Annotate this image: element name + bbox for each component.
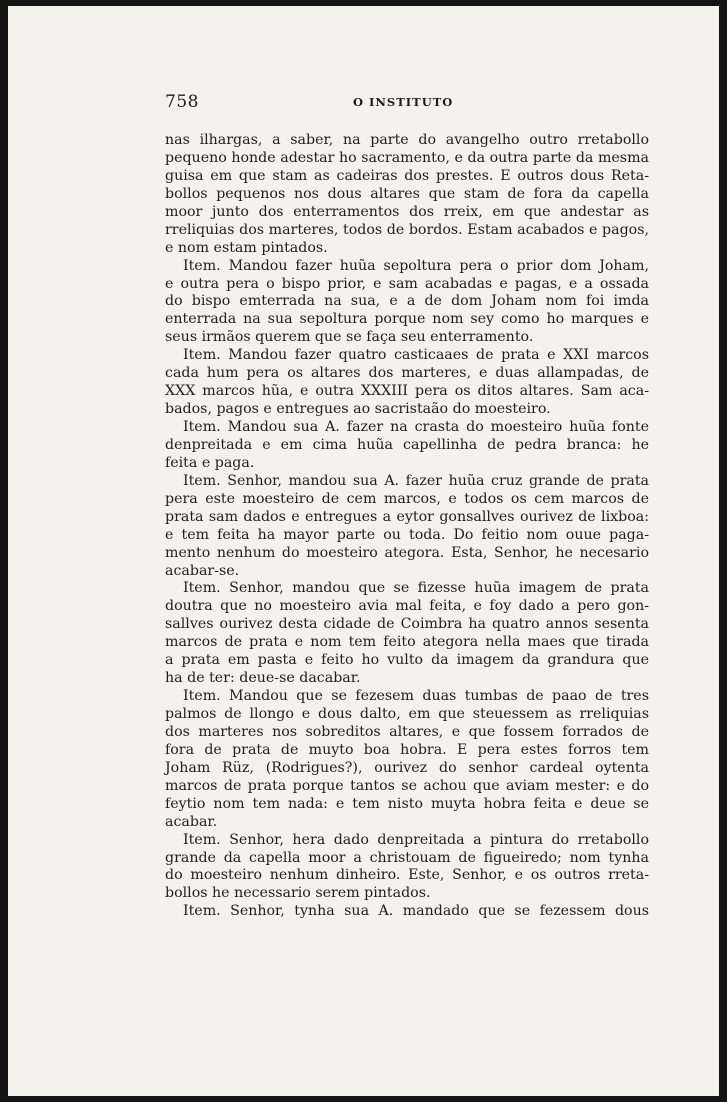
text-line: seus irmãos querem que se faça seu enterramento. bbox=[165, 329, 534, 346]
text-line: marcos de prata porque tantos se achou que aviam mester: e do bbox=[165, 777, 649, 794]
text-line: Item. Mandou que se fezesem duas tumbas de paao de tres bbox=[183, 688, 649, 705]
text-line: Item. Senhor, mandou sua A. fazer huũa cruz grande de prata bbox=[183, 472, 649, 489]
text-line: nas ilhargas, a saber, na parte do avangelho outro rretabollo bbox=[165, 132, 649, 148]
paragraph bbox=[165, 832, 649, 904]
text-line: prata sam dados e entregues a eytor gonsallves ourivez de lixboa: bbox=[165, 508, 649, 525]
running-title: O INSTITUTO bbox=[353, 95, 454, 109]
text-line: acabar. bbox=[165, 813, 218, 830]
text-line: XXX marcos hũa, e outra XXXIII pera os ditos altares. Sam aca- bbox=[165, 383, 649, 400]
text-line: bollos pequenos nos dous altares que stam de fora da capella bbox=[165, 185, 649, 202]
text-line: feita e paga. bbox=[165, 454, 255, 471]
paragraph bbox=[165, 688, 649, 832]
paragraph bbox=[165, 258, 649, 348]
text-line: Joham Rüz, (Rodrigues?), ourivez do senhor cardeal oytenta bbox=[165, 759, 649, 776]
book-page bbox=[8, 6, 719, 1096]
text-line: e outra pera o bispo prior, e sam acabadas e pagas, e a ossada bbox=[165, 275, 649, 292]
paragraph bbox=[165, 473, 649, 581]
text-line: denpreitada e em cima huũa capellinha de pedra branca: he bbox=[165, 436, 649, 453]
text-line: Item. Mandou fazer quatro casticaaes de prata e XXI marcos bbox=[183, 347, 649, 364]
text-line: do bispo emterrada na sua, e a de dom Joham nom foi imda bbox=[165, 293, 649, 310]
text-line: sallves ourivez desta cidade de Coimbra ha quatro annos sesenta bbox=[165, 616, 649, 633]
paragraph bbox=[165, 580, 649, 688]
text-line: e tem feita ha mayor parte ou toda. Do feitio nom ouue paga- bbox=[165, 526, 649, 543]
text-line: fora de prata de muyto boa hobra. E pera estes forros tem bbox=[165, 741, 649, 758]
text-line: Item. Mandou fazer huũa sepoltura pera o prior dom Joham, bbox=[183, 257, 649, 274]
text-line: Item. Senhor, mandou que se fizesse huũa imagem de prata bbox=[183, 580, 649, 597]
paragraph bbox=[165, 347, 649, 419]
text-line: grande da capella moor a christouam de figueiredo; nom tynha bbox=[165, 849, 649, 866]
text-line: doutra que no moesteiro avia mal feita, e foy dado a pero gon- bbox=[165, 598, 649, 615]
text-line: bollos he necessario serem pintados. bbox=[165, 885, 431, 902]
text-line: pera este moesteiro de cem marcos, e todos os cem marcos de bbox=[165, 490, 649, 507]
paragraph bbox=[165, 419, 649, 473]
text-line: enterrada na sua sepoltura porque nom sey como ho marques e bbox=[165, 311, 649, 328]
text-line: bados, pagos e entregues ao sacristaão do moesteiro. bbox=[165, 401, 551, 418]
text-line: do moesteiro nenhum dinheiro. Este, Senhor, e os outros rreta- bbox=[165, 867, 649, 884]
text-line: e nom estam pintados. bbox=[165, 239, 328, 256]
paragraph bbox=[165, 903, 649, 921]
text-line: a prata em pasta e feito ho vulto da imagem da grandura que bbox=[165, 652, 649, 669]
text-line: palmos de llongo e dous dalto, em que steuessem as rreliquias bbox=[165, 706, 649, 722]
text-line: marcos de prata e nom tem feito ategora nella maes que tirada bbox=[165, 634, 649, 651]
text-line: feytio nom tem nada: e tem nisto muyta hobra feita e deue se bbox=[165, 795, 649, 812]
text-line: Item. Senhor, tynha sua A. mandado que se fezessem dous bbox=[183, 903, 649, 920]
text-line: guisa em que stam as cadeiras dos prestes. E outros dous Reta- bbox=[165, 167, 649, 184]
text-line: Item. Senhor, hera dado denpreitada a pintura do rretabollo bbox=[183, 831, 649, 848]
text-line: cada hum pera os altares dos marteres, e duas allampadas, de bbox=[165, 365, 649, 382]
page-number: 758 bbox=[165, 92, 199, 112]
paragraph bbox=[165, 132, 649, 258]
text-line: pequeno honde adestar ho sacramento, e da outra parte da mesma bbox=[165, 149, 649, 166]
text-line: Item. Mandou sua A. fazer na crasta do moesteiro huũa fonte bbox=[183, 419, 649, 435]
body-text bbox=[165, 132, 649, 921]
page-header bbox=[165, 92, 665, 116]
text-line: acabar-se. bbox=[165, 562, 240, 579]
text-line: moor junto dos enterramentos dos rreix, em que andestar as bbox=[165, 203, 649, 220]
text-line: mento nenhum do moesteiro ategora. Esta, Senhor, he necesario bbox=[165, 544, 649, 561]
text-line: dos marteres nos sobreditos altares, e que fossem forrados de bbox=[165, 723, 649, 740]
text-line: rreliquias dos marteres, todos de bordos. Estam acabados e pagos, bbox=[165, 221, 649, 238]
text-line: ha de ter: deue-se dacabar. bbox=[165, 670, 361, 687]
